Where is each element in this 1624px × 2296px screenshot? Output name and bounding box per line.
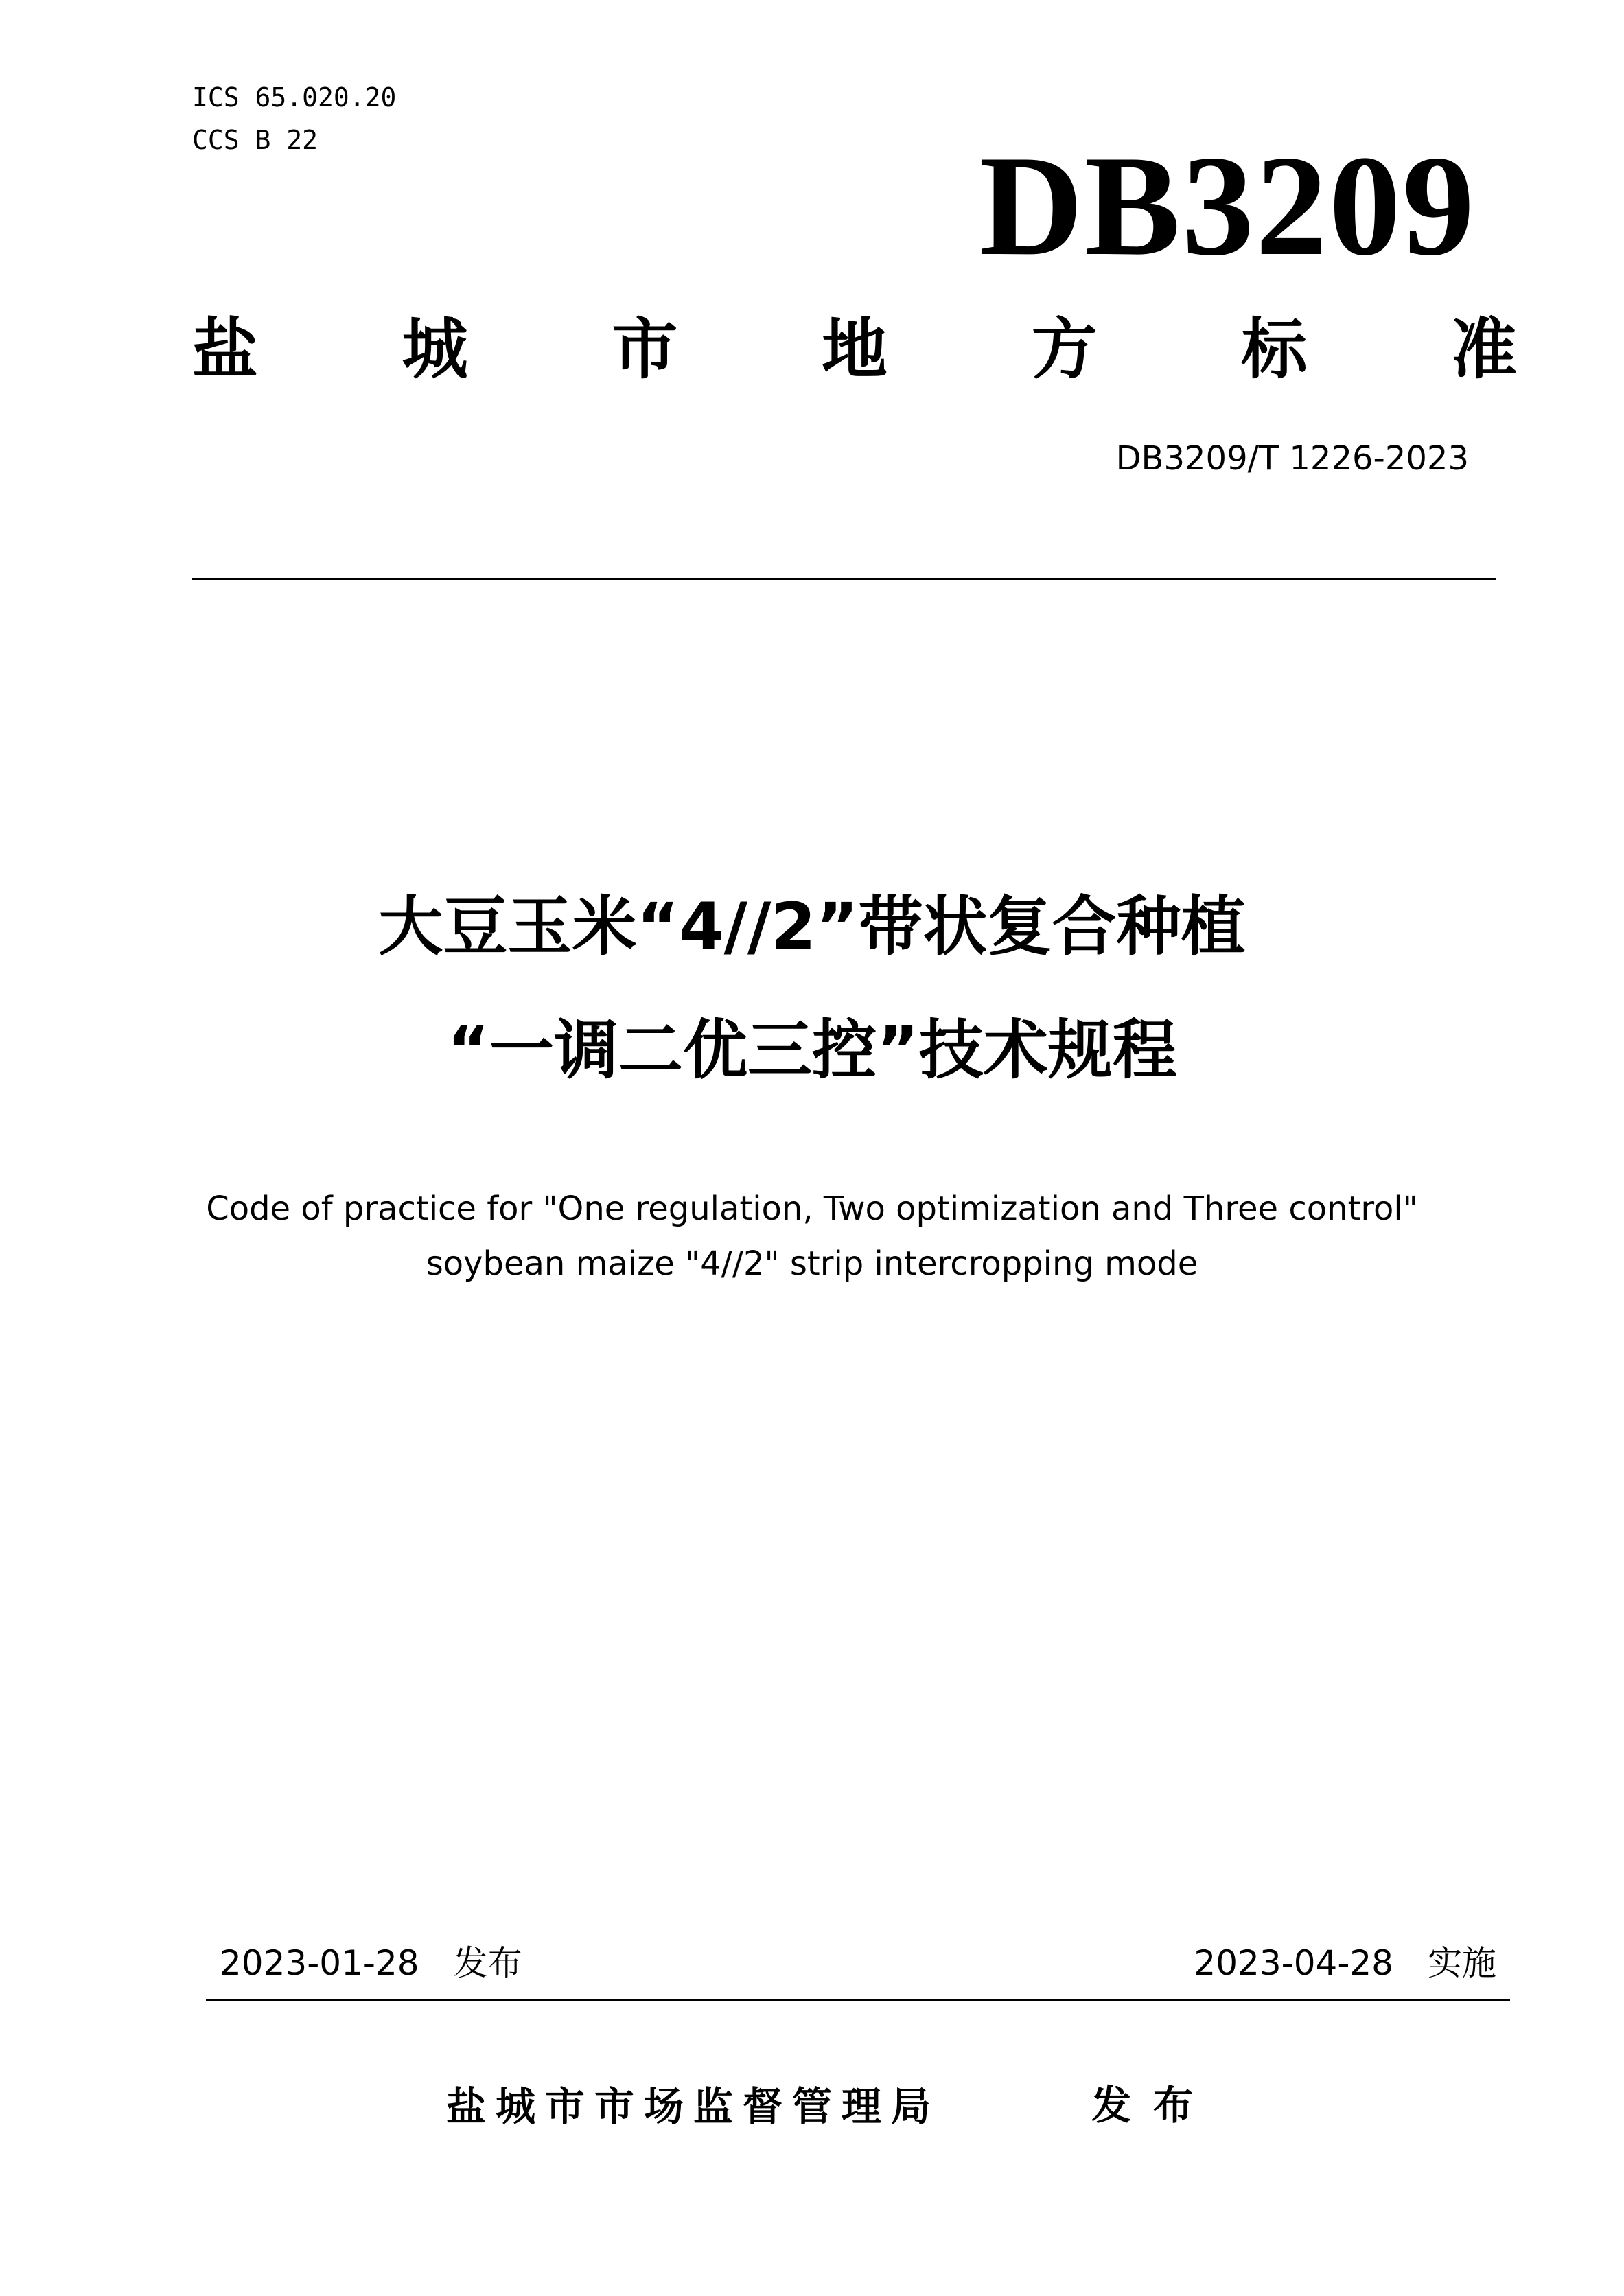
issue-label: 发布: [453, 1943, 522, 1983]
implement-date-block: [1002, 1936, 1496, 1985]
issue-date-block: [220, 1936, 522, 1985]
implement-label: 实施: [1428, 1943, 1496, 1983]
title-en-line-1: Code of practice for "One regulation, Two optimization and Three control": [206, 1190, 1418, 1228]
issue-date: 2023-01-28: [220, 1943, 419, 1983]
title-zh-line-1: 大豆玉米“4//2”带状复合种植: [378, 890, 1246, 964]
standard-type-char: 方: [1031, 311, 1098, 388]
standard-type-char: 标: [1241, 311, 1308, 388]
top-divider: [192, 578, 1496, 580]
title-en-line-2: soybean maize "4//2" strip intercropping mode: [426, 1244, 1198, 1283]
standard-code-logo: DB3209: [979, 126, 1476, 286]
standard-number: DB3209/T 1226-2023: [1115, 439, 1469, 478]
ccs-code: CCS B 22: [192, 125, 318, 155]
standard-type-char: 地: [821, 311, 888, 388]
standard-type-char: 盐: [192, 311, 258, 388]
standard-type-char: 城: [402, 311, 468, 388]
implement-date: 2023-04-28: [1194, 1943, 1393, 1983]
standard-type-heading: [192, 310, 1517, 389]
ics-code: ICS 65.020.20: [192, 82, 397, 113]
publisher-name: 盐城市市场监督管理局: [446, 2083, 941, 2130]
title-zh-line-2: “一调二优三控”技术规程: [447, 1013, 1177, 1088]
standard-type-char: 准: [1450, 311, 1517, 388]
publish-label: 发布: [1091, 2082, 1216, 2129]
bottom-divider: [206, 1999, 1510, 2001]
standard-type-char: 市: [612, 311, 678, 388]
